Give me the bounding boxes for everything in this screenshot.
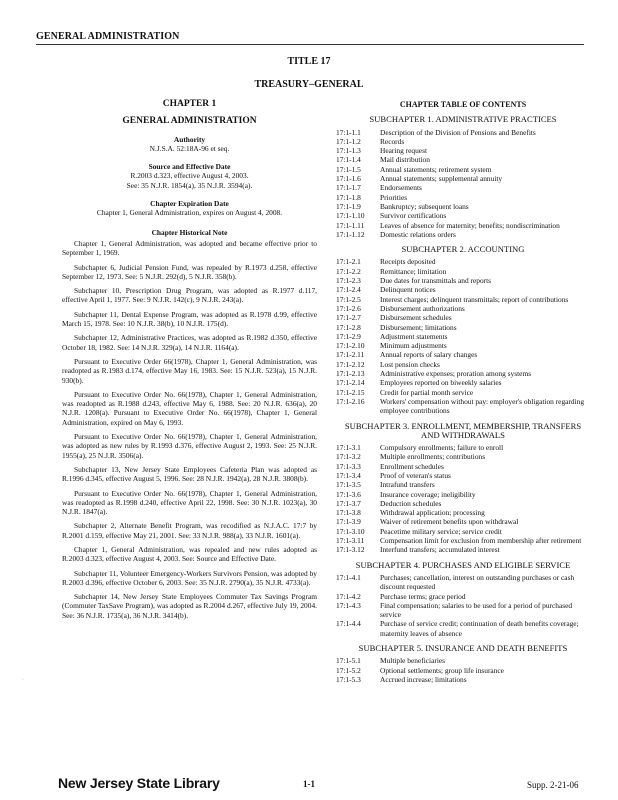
- toc-entry: [336, 230, 590, 239]
- section-number: 17:1-2.2: [336, 266, 361, 276]
- toc-entry: [336, 202, 590, 211]
- section-number: 17:1-3.10: [336, 526, 365, 536]
- section-number: 17:1-3.8: [336, 508, 361, 518]
- section-title: Compensation limit for exclusion from membership after retirement: [380, 536, 582, 546]
- section-title: Description of the Division of Pensions and Benefits: [380, 127, 536, 137]
- toc-entry: [336, 517, 590, 526]
- toc-entry: [336, 193, 590, 202]
- toc-entry: [336, 536, 590, 545]
- history-paragraph: Subchapter 10, Prescription Drug Program, was adopted as R.1977 d.117, effective April 1, 1977. See: 9 N.J.R. 142(c), 9 N.J.R. 243(a).: [62, 286, 317, 305]
- toc-entry: [336, 360, 590, 369]
- section-number: 17:1-2.15: [336, 387, 365, 397]
- section-title: Delinquent notices: [380, 285, 436, 295]
- section-number: 17:1-3.5: [336, 480, 361, 490]
- section-title: Annual statements; retirement system: [380, 164, 492, 174]
- toc-entry: [336, 267, 590, 276]
- section-title: Insurance coverage; ineligibility: [380, 489, 476, 499]
- section-number: 17:1-1.8: [336, 192, 361, 202]
- section-number: 17:1-3.9: [336, 517, 361, 527]
- section-title: Leaves of absence for maternity; benefits; nondiscrimination: [380, 220, 560, 230]
- toc-entry: [336, 452, 590, 461]
- section-number: 17:1-3.1: [336, 443, 361, 453]
- section-number: 17:1-3.7: [336, 498, 361, 508]
- toc-entry: [336, 527, 590, 536]
- section-number: 17:1-2.7: [336, 313, 361, 323]
- section-number: 17:1-1.6: [336, 174, 361, 184]
- section-title: Receipts deposited: [380, 257, 436, 267]
- subchapter-heading: SUBCHAPTER 5. INSURANCE AND DEATH BENEFITS: [358, 643, 568, 654]
- toc-entry: [336, 295, 590, 304]
- source-heading: Source and Effective Date: [148, 162, 231, 172]
- subchapter-heading: SUBCHAPTER 2. ACCOUNTING: [401, 244, 525, 255]
- section-number: 17:1-3.4: [336, 470, 361, 480]
- section-number: 17:1-1.9: [336, 201, 361, 211]
- toc-entry: [336, 211, 590, 220]
- toc-entry: [336, 508, 590, 517]
- toc-entry: [336, 137, 590, 146]
- history-paragraph: Pursuant to Executive Order No. 66(1978), Chapter 1, General Administration, was readopted as R.1998 d.240, effective April 22, 1998. See: 30 N.J.R. 1023(a), 30 N.J.R. 1847(a).: [62, 488, 317, 517]
- section-title: Optional settlements; group life insurance: [380, 665, 504, 675]
- history-notes: [62, 239, 317, 620]
- section-number: 17:1-1.7: [336, 183, 361, 193]
- title-name: TREASURY–GENERAL: [254, 79, 364, 90]
- section-title: Employees reported on biweekly salaries: [380, 378, 502, 388]
- section-title: Purchase terms; grace period: [380, 591, 466, 601]
- section-title: Annual reports of salary changes: [380, 350, 478, 360]
- section-title: Bankruptcy; subsequent loans: [380, 201, 469, 211]
- section-number: 17:1-3.12: [336, 545, 365, 555]
- section-title: Peacetime military service; service credit: [380, 526, 502, 536]
- section-number: 17:1-3.2: [336, 452, 361, 462]
- toc-entry: [336, 221, 590, 230]
- expiration-heading: Chapter Expiration Date: [150, 199, 229, 209]
- section-number: 17:1-2.8: [336, 322, 361, 332]
- authority-text: N.J.S.A. 52:18A-96 et seq.: [149, 143, 230, 153]
- subchapter-heading: SUBCHAPTER 4. PURCHASES AND ELIGIBLE SERVICE: [355, 559, 571, 570]
- toc-entry: [336, 490, 590, 499]
- section-number: 17:1-4.4: [336, 619, 361, 629]
- section-title: Compulsory enrollments; failure to enroll: [380, 443, 504, 453]
- chapter-label: CHAPTER 1: [162, 99, 217, 109]
- section-title: Minimum adjustments: [380, 341, 447, 351]
- history-heading: Chapter Historical Note: [151, 227, 228, 237]
- toc-entry: [336, 601, 590, 620]
- toc-entry: [336, 369, 590, 378]
- toc-entry: [336, 471, 590, 480]
- history-paragraph: Subchapter 2, Alternate Benefit Program, was recodified as N.J.A.C. 17:7 by R.2001 d.159, effective May 21, 2001. See: 33 N.J.R. 988(a), 33 N.J.R. 1601(a).: [62, 521, 317, 540]
- header-rule: [36, 44, 584, 45]
- section-number: 17:1-1.5: [336, 164, 361, 174]
- toc-entry: [336, 313, 590, 322]
- running-header: GENERAL ADMINISTRATION: [36, 31, 180, 42]
- section-number: 17:1-5.2: [336, 665, 361, 675]
- toc-entry: [336, 397, 590, 416]
- section-title: Domestic relations orders: [380, 229, 456, 239]
- section-title: Enrollment schedules: [380, 461, 444, 471]
- toc-entry: [336, 388, 590, 397]
- section-number: 17:1-2.10: [336, 341, 365, 351]
- section-number: 17:1-3.11: [336, 536, 365, 546]
- section-number: 17:1-1.12: [336, 229, 365, 239]
- toc-entry: [336, 592, 590, 601]
- toc-heading: CHAPTER TABLE OF CONTENTS: [399, 100, 527, 109]
- toc-entry: [336, 462, 590, 471]
- toc-entry: [336, 545, 590, 554]
- section-title: Due dates for transmittals and reports: [380, 276, 492, 286]
- toc-entry: [336, 378, 590, 387]
- section-number: 17:1-2.4: [336, 285, 361, 295]
- section-title: Disbursement schedules: [380, 313, 452, 323]
- section-title: Records: [380, 136, 405, 146]
- toc-entry: [336, 183, 590, 192]
- section-title: Credit for partial month service: [380, 387, 474, 397]
- section-number: 17:1-1.4: [336, 155, 361, 165]
- section-title: Multiple enrollments; contributions: [380, 452, 486, 462]
- section-number: 17:1-1.1: [336, 127, 361, 137]
- toc-entry: [336, 619, 590, 638]
- history-paragraph: Subchapter 12, Administrative Practices, was adopted as R.1982 d.350, effective October 18, 1982. See: 14 N.J.R. 329(a), 14 N.J.R. 1164(a).: [62, 333, 317, 352]
- page-number: 1-1: [303, 779, 315, 789]
- section-title: Mail distribution: [380, 155, 430, 165]
- toc-entry: [336, 573, 590, 592]
- section-number: 17:1-2.12: [336, 359, 365, 369]
- section-title: Disbursement; limitations: [380, 322, 457, 332]
- history-paragraph: Pursuant to Executive Order 66(1978), Chapter 1, General Administration, was readopted as R.1983 d.174, effective May 16, 1983. See: 15 N.J.R. 523(a), 15 N.J.R. 930(b).: [62, 356, 317, 385]
- toc-entry: [336, 341, 590, 350]
- toc-entry: [336, 304, 590, 313]
- section-title: Administrative expenses; proration among systems: [380, 369, 532, 379]
- section-title: Intrafund transfers: [380, 480, 435, 490]
- toc-entry: [336, 146, 590, 155]
- section-title: Disbursement authorizations: [380, 303, 465, 313]
- expiration-text: Chapter 1, General Administration, expires on August 4, 2008.: [96, 208, 283, 218]
- section-title: Withdrawal application; processing: [380, 508, 485, 518]
- history-paragraph: Subchapter 11, Volunteer Emergency-Workers Survivors Pension, was adopted by R.2003 d.396, effective October 6, 2003. See: 35 N.J.R. 2790(a), 35 N.J.R. 4733(a).: [62, 568, 317, 587]
- section-number: 17:1-4.2: [336, 591, 361, 601]
- section-title: Lost pension checks: [380, 359, 440, 369]
- history-paragraph: Subchapter 13, New Jersey State Employees Cafeteria Plan was adopted as R.1996 d.345, effective August 5, 1996. See: 28 N.J.R. 1942(a), 28 N.J.R. 3808(b).: [62, 464, 317, 484]
- chapter-name: GENERAL ADMINISTRATION: [122, 116, 257, 127]
- subchapter-heading: SUBCHAPTER 3. ENROLLMENT, MEMBERSHIP, TRANSFERS AND WITHDRAWALS: [344, 420, 582, 440]
- toc-entry: [336, 128, 590, 137]
- history-paragraph: Chapter 1, General Administration, was adopted and became effective prior to September 1, 1969.: [62, 238, 317, 258]
- toc-entry: [336, 165, 590, 174]
- authority-heading: Authority: [173, 134, 206, 144]
- toc-entry: [336, 350, 590, 359]
- section-number: 17:1-2.13: [336, 369, 365, 379]
- supplement-date: Supp. 2-21-06: [527, 780, 579, 790]
- section-title: Adjustment statements: [380, 331, 448, 341]
- section-number: 17:1-2.1: [336, 257, 361, 267]
- history-paragraph: Chapter 1, General Administration, was repealed and new rules adopted as R.2003 d.323, effective August 4, 2003. See: Source and Effective Date.: [62, 544, 317, 564]
- toc-entry: [336, 443, 590, 452]
- section-title: Proof of veteran's status: [380, 470, 451, 480]
- section-title: Hearing request: [380, 146, 427, 156]
- section-title: Workers' compensation without pay: employer's obligation regarding employee contributions: [380, 396, 585, 416]
- margin-mark: ·: [22, 677, 24, 683]
- toc-entry: [336, 285, 590, 294]
- history-paragraph: Subchapter 14, New Jersey State Employees Commuter Tax Savings Program (Commuter TaxSave Program), was adopted as R.2004 d.267, effective July 19, 2004. See: 36 N.J.R. 1735(a), 36 N.J.R. 3414(b).: [62, 592, 317, 620]
- history-paragraph: Pursuant to Executive Order No. 66(1978), Chapter 1, General Administration, was readopted as R.1988 d.243, effective May 6, 1988. See: 20 N.J.R. 636(a), 20 N.J.R. 1208(a). Pursuant to Executive Order No. 66(1978), Chapter 1, General Administration, expired on May 6, 1993.: [62, 389, 317, 427]
- section-number: 17:1-3.6: [336, 489, 361, 499]
- section-title: Remittance; limitation: [380, 266, 447, 276]
- section-number: 17:1-1.10: [336, 211, 365, 221]
- section-number: 17:1-2.14: [336, 378, 365, 388]
- toc-entry: [336, 480, 590, 489]
- section-title: Accrued increase; limitations: [380, 674, 467, 684]
- source-text-2: See: 35 N.J.R. 1854(a), 35 N.J.R. 3594(a).: [126, 180, 253, 190]
- left-column: [62, 100, 317, 625]
- section-number: 17:1-1.2: [336, 136, 361, 146]
- section-title: Final compensation; salaries to be used for a period of purchased service: [380, 600, 573, 620]
- section-title: Survivor certifications: [380, 211, 447, 221]
- subchapter-heading: SUBCHAPTER 1. ADMINISTRATIVE PRACTICES: [369, 114, 557, 125]
- title-number: TITLE 17: [287, 56, 331, 67]
- toc-entry: [336, 675, 590, 684]
- section-number: 17:1-2.9: [336, 331, 361, 341]
- toc-entry: [336, 666, 590, 675]
- section-number: 17:1-5.1: [336, 656, 361, 666]
- history-paragraph: Subchapter 6, Judicial Pension Fund, was repealed by R.1973 d.258, effective September 12, 1973. See: 5 N.J.R. 292(d), 5 N.J.R. 358(b).: [62, 262, 317, 281]
- section-title: Annual statements; supplemental annuity: [380, 174, 503, 184]
- section-title: Interfund transfers; accumulated interest: [380, 545, 500, 555]
- section-title: Purchase of service credit; continuation of death benefits coverage; maternity leaves of absence: [380, 619, 579, 638]
- source-text-1: R.2003 d.323, effective August 4, 2003.: [130, 171, 249, 181]
- section-number: 17:1-3.3: [336, 461, 361, 471]
- section-number: 17:1-2.3: [336, 276, 361, 286]
- toc-entry: [336, 276, 590, 285]
- section-title: Endorsements: [380, 183, 422, 193]
- section-number: 17:1-2.11: [336, 350, 365, 360]
- section-number: 17:1-5.3: [336, 674, 361, 684]
- toc-entry: [336, 499, 590, 508]
- toc-entry: [336, 332, 590, 341]
- section-title: Multiple beneficiaries: [380, 656, 446, 666]
- section-number: 17:1-1.3: [336, 146, 361, 156]
- section-number: 17:1-4.3: [336, 600, 361, 610]
- section-title: Deduction schedules: [380, 498, 442, 508]
- section-title: Interest charges; delinquent transmittals; report of contributions: [380, 294, 569, 304]
- section-title: Priorities: [380, 192, 408, 202]
- section-number: 17:1-1.11: [336, 220, 365, 230]
- section-title: Waiver of retirement benefits upon withdrawal: [380, 517, 519, 527]
- toc-entry: [336, 656, 590, 665]
- section-number: 17:1-2.5: [336, 294, 361, 304]
- toc-entry: [336, 174, 590, 183]
- toc-entry: [336, 257, 590, 266]
- toc-entry: [336, 323, 590, 332]
- library-logo: New Jersey State Library: [58, 775, 220, 791]
- history-paragraph: Pursuant to Executive Order No. 66(1978), Chapter 1, General Administration, was adopted as new rules by R.1993 d.376, effective August 2, 1993. See: 25 N.J.R. 1955(a), 25 N.J.R. 3506(a).: [62, 432, 317, 460]
- section-number: 17:1-2.6: [336, 303, 361, 313]
- toc-entry: [336, 155, 590, 164]
- right-column: [336, 100, 590, 684]
- section-title: Purchases; cancellation, interest on outstanding purchases or cash discount requested: [380, 572, 575, 592]
- history-paragraph: Subchapter 11, Dental Expense Program, was adopted as R.1978 d.99, effective March 15, 1978. See: 10 N.J.R. 38(b), 10 N.J.R. 175(d).: [62, 309, 317, 329]
- table-of-contents: [336, 115, 590, 684]
- section-number: 17:1-2.16: [336, 396, 365, 406]
- section-number: 17:1-4.1: [336, 572, 361, 582]
